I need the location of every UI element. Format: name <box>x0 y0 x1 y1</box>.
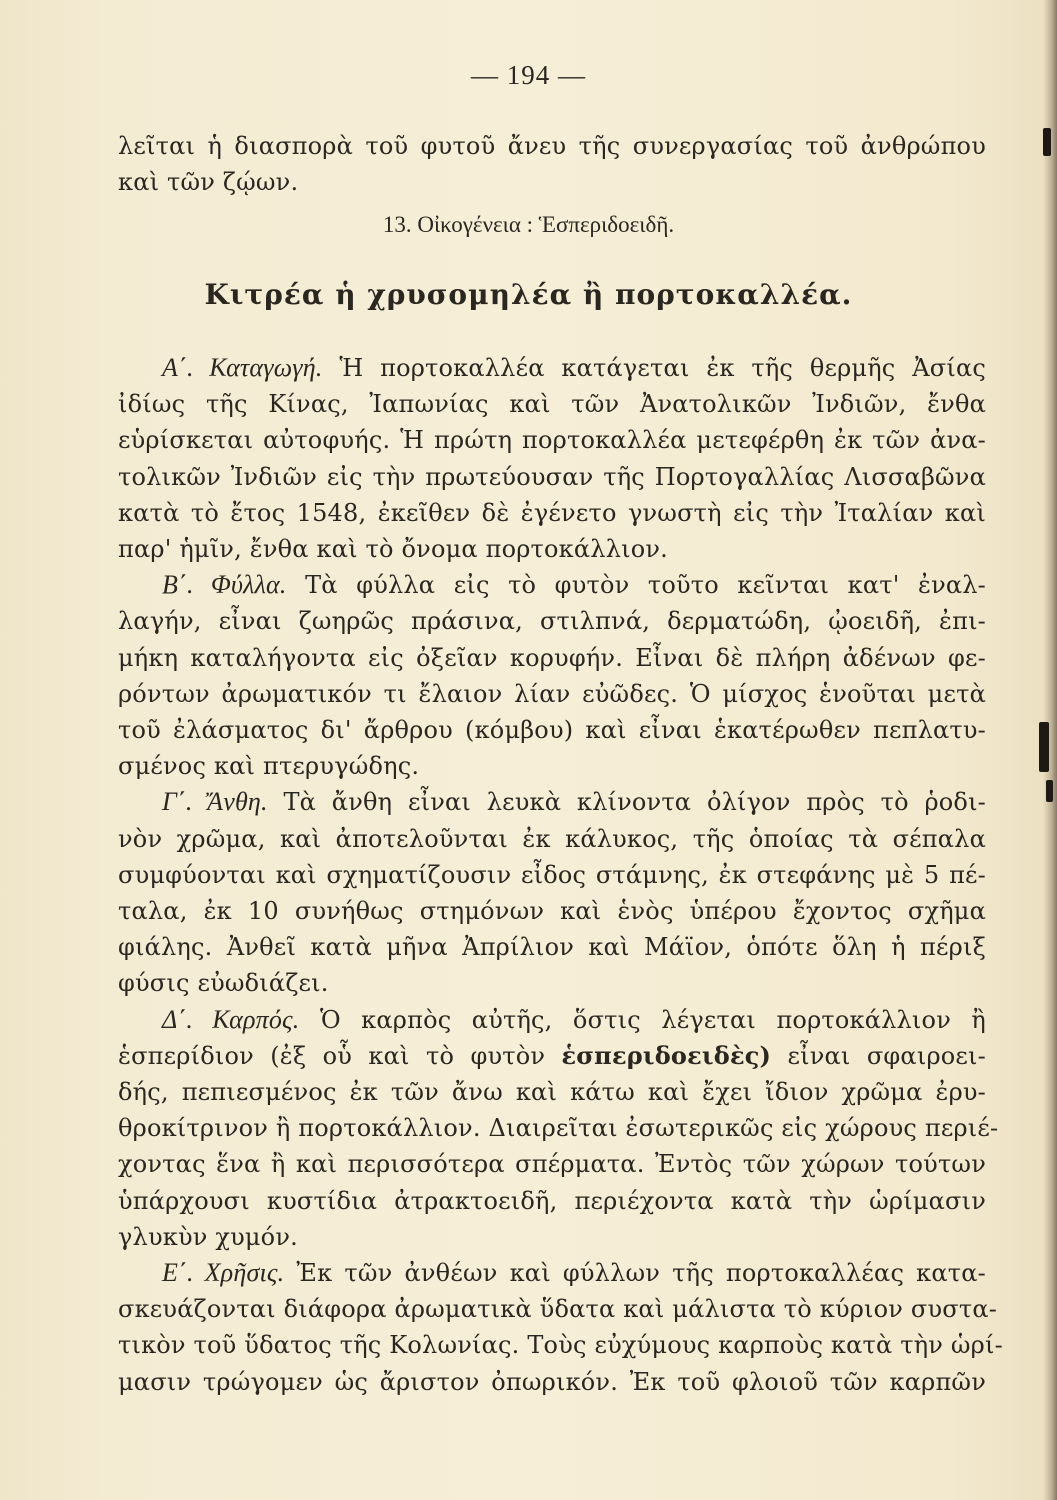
page-title: Κιτρέα ἡ χρυσομηλέα ἢ πορτοκαλλέα. <box>204 278 853 311</box>
text-line: δής, πεπιεσμένος ἐκ τῶν ἄνω καὶ κάτω καὶ ἔχει ἴδιον χρῶμα ἐρυ- <box>118 1078 986 1107</box>
text-line: τοῦ ἐλάσματος δι' ἄρθρου (κόμβου) καὶ εἶναι ἑκατέρωθεν πεπλατυ- <box>118 716 986 745</box>
text-line: ταλα, ἐκ 10 συνήθως στημόνων καὶ ἑνὸς ὑπέρου ἔχοντος σχῆμα <box>118 897 986 926</box>
text-line: νὸν χρῶμα, καὶ ἀποτελοῦνται ἐκ κάλυκος, τῆς ὁποίας τὰ σέπαλα <box>118 824 986 853</box>
text-line: ὑπάρχουσι κυστίδια ἀτρακτοειδῆ, περιέχοντα κατὰ τὴν ὡρίμασιν <box>118 1186 986 1215</box>
text-line: χοντας ἕνα ἢ καὶ περισσότερα σπέρματα. Ἐντὸς τῶν χώρων τούτων <box>118 1150 986 1179</box>
bold-term: ἑσπεριδοειδὲς) <box>561 1040 772 1070</box>
text-line: εὑρίσκεται αὐτοφυής. Ἡ πρώτη πορτοκαλλέα μετεφέρθη ἐκ τῶν ἀνα- <box>118 426 986 455</box>
family-heading: 13. Οἰκογένεια : Ἑσπεριδοειδῆ. <box>382 212 675 237</box>
section-c-label: Γ΄. Ἄνθη. <box>162 787 268 817</box>
text-line: τολικῶν Ἰνδιῶν εἰς τὴν πρωτεύουσαν τῆς Πορτογαλλίας Λισσαβῶνα <box>118 462 986 491</box>
text-line: σμένος καὶ πτερυγώδης. <box>118 752 420 781</box>
section-b-label: Β΄. Φύλλα. <box>162 570 287 600</box>
text-line: ρόντων ἀρωματικόν τι ἔλαιον λίαν εὐῶδες. Ὁ μίσχος ἑνοῦται μετὰ <box>118 679 986 708</box>
section-a-label: Α΄. Καταγωγή. <box>162 353 323 382</box>
text-line: παρ' ἡμῖν, ἔνθα καὶ τὸ ὄνομα πορτοκάλλιον. <box>118 535 668 564</box>
section-a-first-line: Α΄. Καταγωγή. Ἡ πορτοκαλλέα κατάγεται ἐκ τῆς θερμῆς Ἀσίας <box>162 353 986 382</box>
text-line: τικὸν τοῦ ὕδατος τῆς Κολωνίας. Τοὺς εὐχύμους καρποὺς κατὰ τὴν ὡρί- <box>118 1331 1003 1360</box>
text-line: φύσις εὐωδιάζει. <box>118 969 329 998</box>
text-line: λεῖται ἡ διασπορὰ τοῦ φυτοῦ ἄνευ τῆς συνεργασίας τοῦ ἀνθρώπου <box>118 132 986 160</box>
text-line: μήκη καταλήγοντα εἰς ὀξεῖαν κορυφήν. Εἶναι δὲ πλήρη ἀδένων φε- <box>118 643 986 672</box>
ink-stain <box>1043 128 1051 156</box>
text-line: συμφύονται καὶ σχηματίζουσιν εἶδος στάμνης, ἐκ στεφάνης μὲ 5 πέ- <box>118 860 986 889</box>
section-e-first-line: Ε΄. Χρῆσις. Ἐκ τῶν ἀνθέων καὶ φύλλων τῆς πορτοκαλλέας κατα- <box>162 1258 986 1288</box>
text-line: καὶ τῶν ζῴων. <box>118 168 299 197</box>
text-line: ἰδίως τῆς Κίνας, Ἰαπωνίας καὶ τῶν Ἀνατολικῶν Ἰνδιῶν, ἔνθα <box>118 390 986 419</box>
section-e-label: Ε΄. Χρῆσις. <box>162 1258 285 1288</box>
page-number: — 194 — <box>471 60 586 90</box>
section-d-first-line: Δ΄. Καρπός. Ὁ καρπὸς αὐτῆς, ὅστις λέγεται πορτοκάλλιον ἢ <box>162 1004 986 1034</box>
text-line: θροκίτρινον ἢ πορτοκάλλιον. Διαιρεῖται ἐσωτερικῶς εἰς χώρους περιέ- <box>118 1114 999 1143</box>
section-b-first-line: Β΄. Φύλλα. Τὰ φύλλα εἰς τὸ φυτὸν τοῦτο κεῖνται κατ' ἐναλ- <box>162 570 986 600</box>
section-d-label: Δ΄. Καρπός. <box>162 1004 300 1034</box>
text-line: λαγήν, εἶναι ζωηρῶς πράσινα, στιλπνά, δερματώδη, ᾠοειδῆ, ἐπι- <box>118 607 986 636</box>
intro-paragraph <box>118 128 986 200</box>
text-line: σκευάζονται διάφορα ἀρωματικὰ ὕδατα καὶ μάλιστα τὸ κύριον συστα- <box>118 1295 998 1324</box>
main-text <box>118 350 1003 1400</box>
ink-stain <box>1046 780 1053 802</box>
text-line: γλυκὺν χυμόν. <box>118 1222 298 1251</box>
section-d-second-line: ἑσπερίδιον (ἐξ οὗ καὶ τὸ φυτὸν ἑσπεριδοειδὲς) εἶναι σφαιροει- <box>118 1040 986 1070</box>
text-line: μασιν τρώγομεν ὡς ἄριστον ὀπωρικόν. Ἐκ τοῦ φλοιοῦ τῶν καρπῶν <box>118 1367 986 1396</box>
text-line: φιάλης. Ἀνθεῖ κατὰ μῆνα Ἀπρίλιον καὶ Μάϊον, ὁπότε ὅλη ἡ πέριξ <box>118 933 986 962</box>
text-line: κατὰ τὸ ἔτος 1548, ἐκεῖθεν δὲ ἐγένετο γνωστὴ εἰς τὴν Ἰταλίαν καὶ <box>118 498 986 527</box>
ink-stain <box>1039 722 1049 772</box>
section-c-first-line: Γ΄. Ἄνθη. Τὰ ἄνθη εἶναι λευκὰ κλίνοντα ὀλίγον πρὸς τὸ ῥοδι- <box>162 787 986 817</box>
